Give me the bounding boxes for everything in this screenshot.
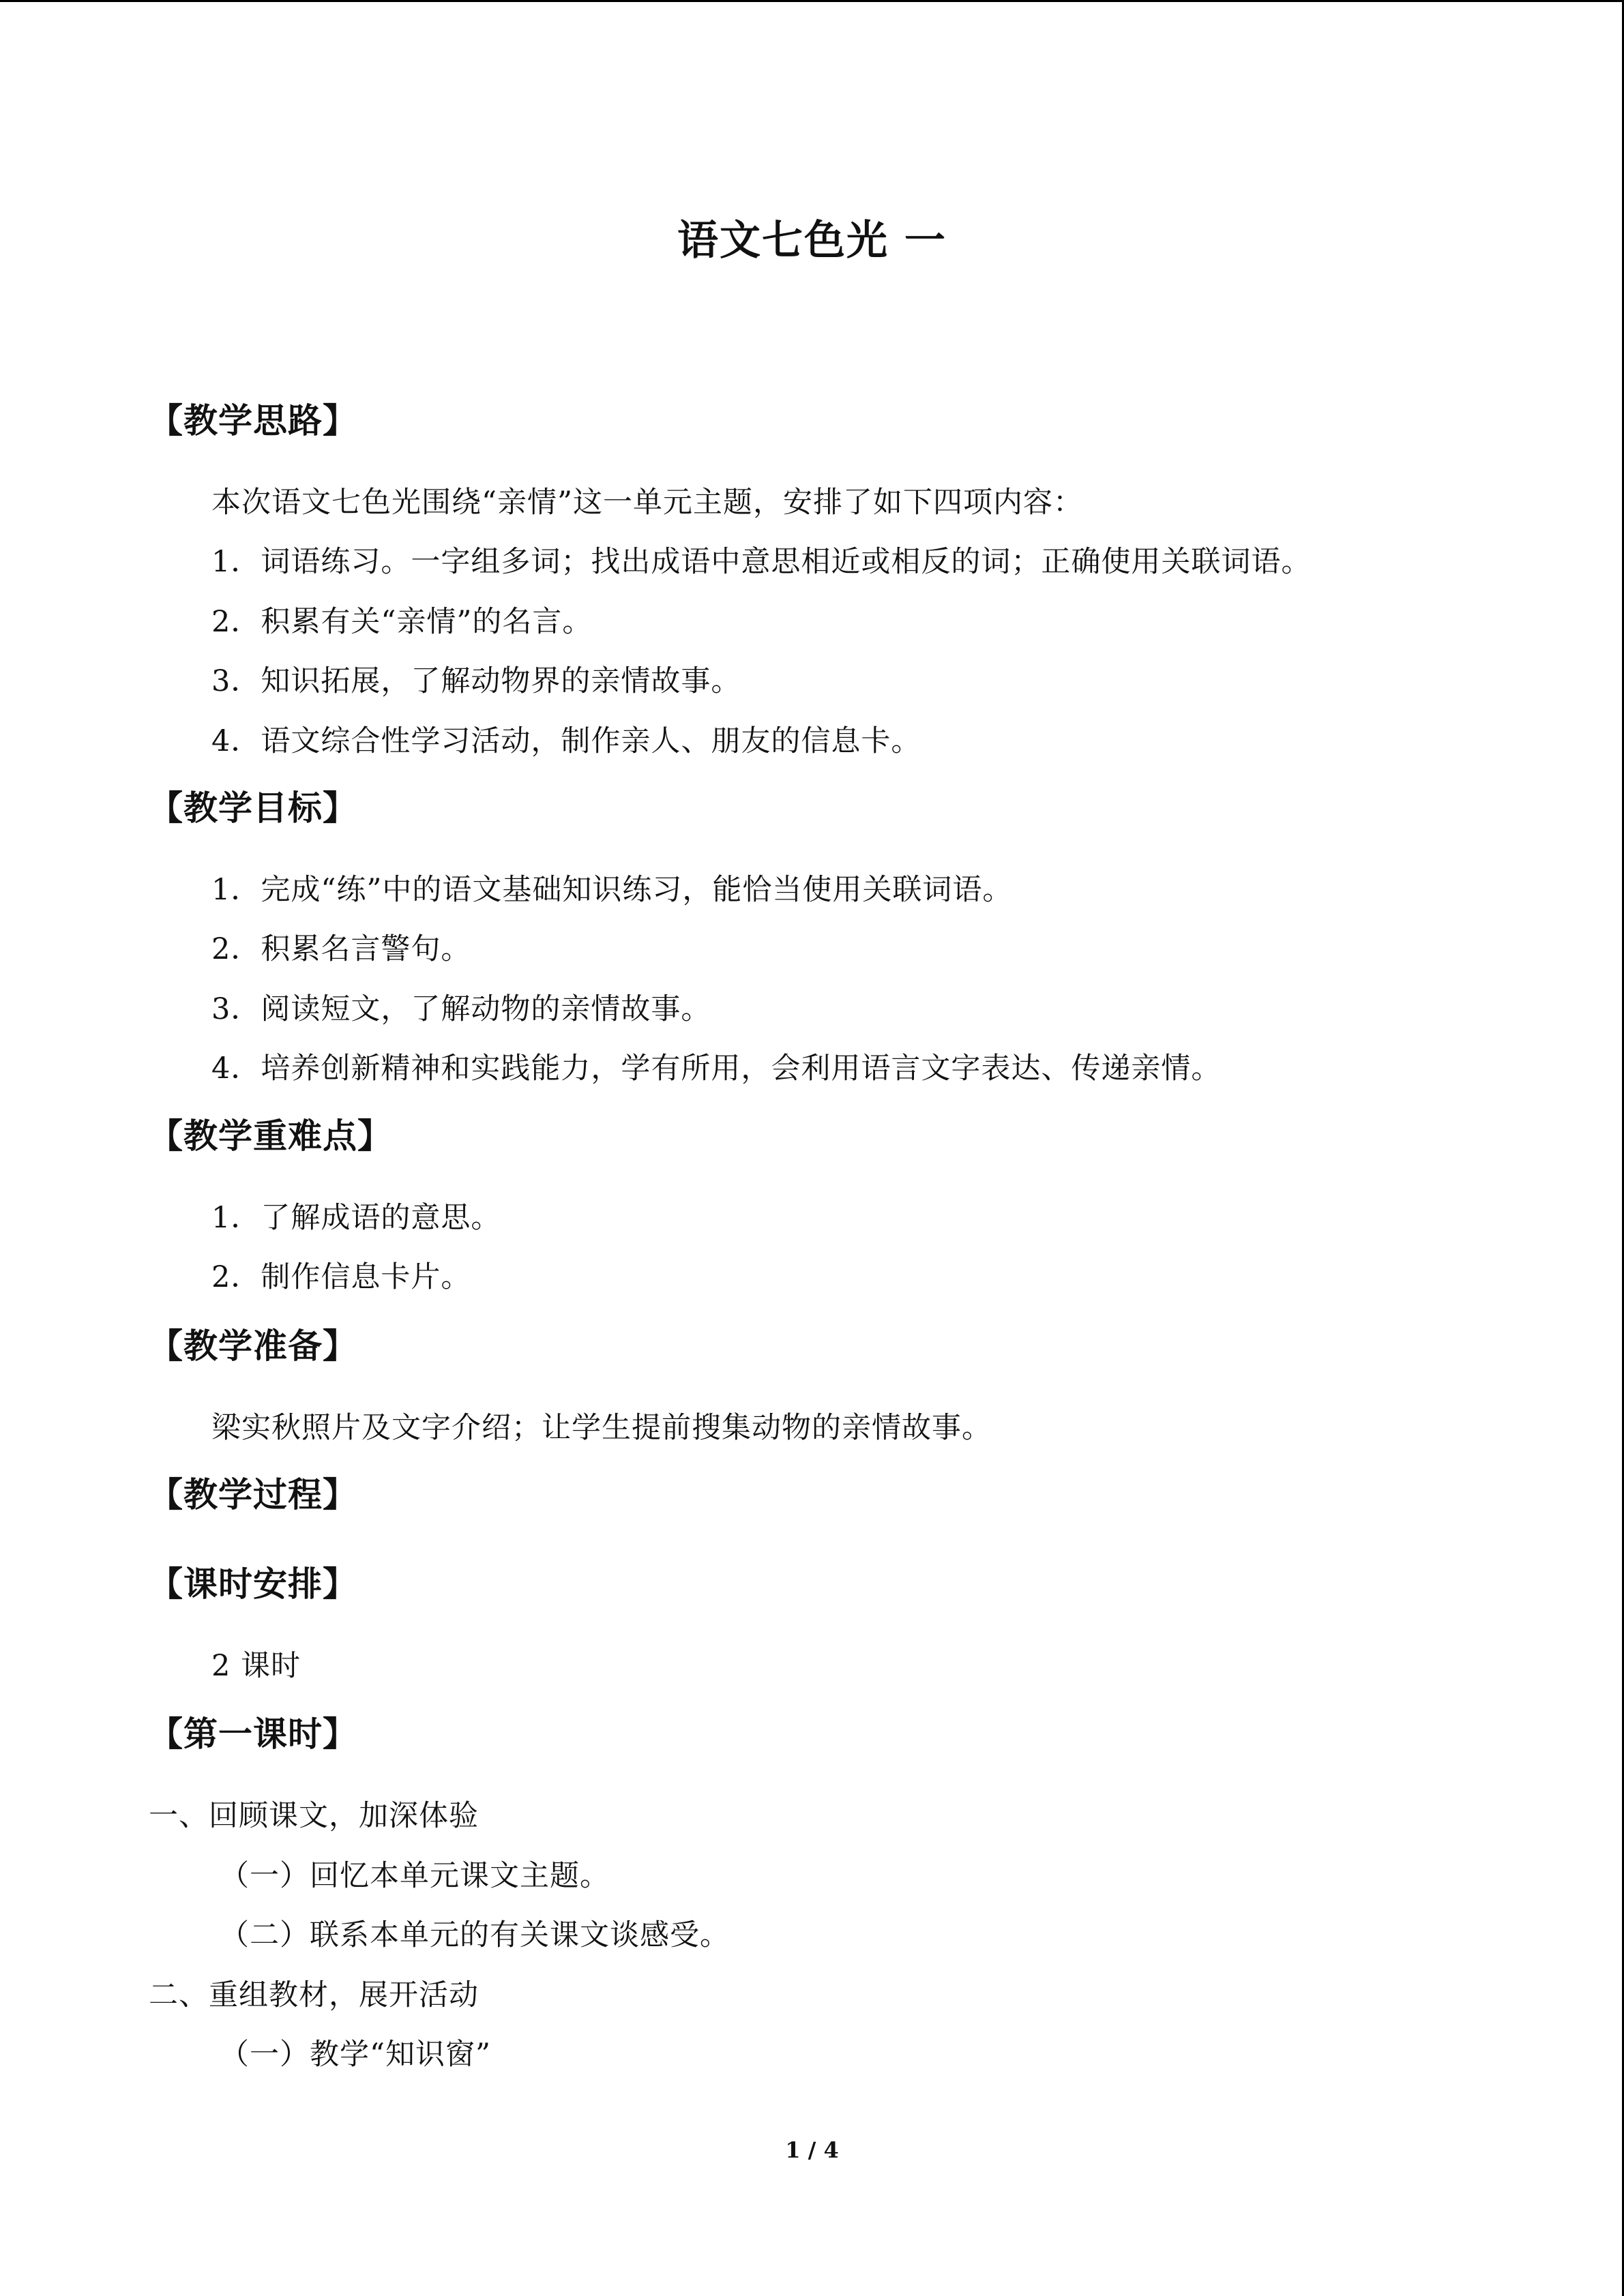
lesson1-step-1: 一、回顾课文，加深体验 bbox=[149, 1799, 479, 1833]
goals-item-1: 1．完成“练”中的语文基础知识练习，能恰当使用关联词语。 bbox=[211, 873, 1013, 907]
heading-key-points: 【教学重难点】 bbox=[149, 1116, 392, 1156]
heading-schedule: 【课时安排】 bbox=[149, 1564, 357, 1604]
heading-lesson-1: 【第一课时】 bbox=[149, 1714, 357, 1754]
preparation-text: 梁实秋照片及文字介绍；让学生提前搜集动物的亲情故事。 bbox=[211, 1411, 992, 1445]
keypoints-item-1: 1．了解成语的意思。 bbox=[211, 1201, 501, 1235]
heading-teaching-goals: 【教学目标】 bbox=[149, 788, 357, 828]
schedule-text: 2 课时 bbox=[211, 1649, 301, 1683]
document-title: 语文七色光 一 bbox=[677, 217, 947, 265]
goals-item-3: 3．阅读短文，了解动物的亲情故事。 bbox=[211, 992, 711, 1026]
goals-item-4: 4．培养创新精神和实践能力，学有所用，会利用语言文字表达、传递亲情。 bbox=[211, 1052, 1222, 1086]
page-number: 1 / 4 bbox=[785, 2137, 839, 2163]
lesson1-step-1-sub-2: （二）联系本单元的有关课文谈感受。 bbox=[220, 1918, 730, 1952]
lesson1-step-2: 二、重组教材，展开活动 bbox=[149, 1978, 479, 2012]
thinking-item-4: 4．语文综合性学习活动，制作亲人、朋友的信息卡。 bbox=[211, 724, 921, 758]
thinking-intro: 本次语文七色光围绕“亲情”这一单元主题，安排了如下四项内容： bbox=[211, 486, 1083, 520]
heading-teaching-thinking: 【教学思路】 bbox=[149, 400, 357, 441]
lesson1-step-1-sub-1: （一）回忆本单元课文主题。 bbox=[220, 1859, 610, 1893]
heading-preparation: 【教学准备】 bbox=[149, 1326, 357, 1366]
thinking-item-1: 1．词语练习。一字组多词；找出成语中意思相近或相反的词；正确使用关联词语。 bbox=[211, 545, 1312, 579]
page-border-top bbox=[0, 0, 1624, 2]
thinking-item-3: 3．知识拓展，了解动物界的亲情故事。 bbox=[211, 664, 741, 698]
goals-item-2: 2．积累名言警句。 bbox=[211, 932, 471, 966]
thinking-item-2: 2．积累有关“亲情”的名言。 bbox=[211, 605, 593, 639]
heading-process: 【教学过程】 bbox=[149, 1474, 357, 1515]
lesson1-step-2-sub-1: （一）教学“知识窗” bbox=[220, 2038, 491, 2072]
keypoints-item-2: 2．制作信息卡片。 bbox=[211, 1260, 471, 1294]
